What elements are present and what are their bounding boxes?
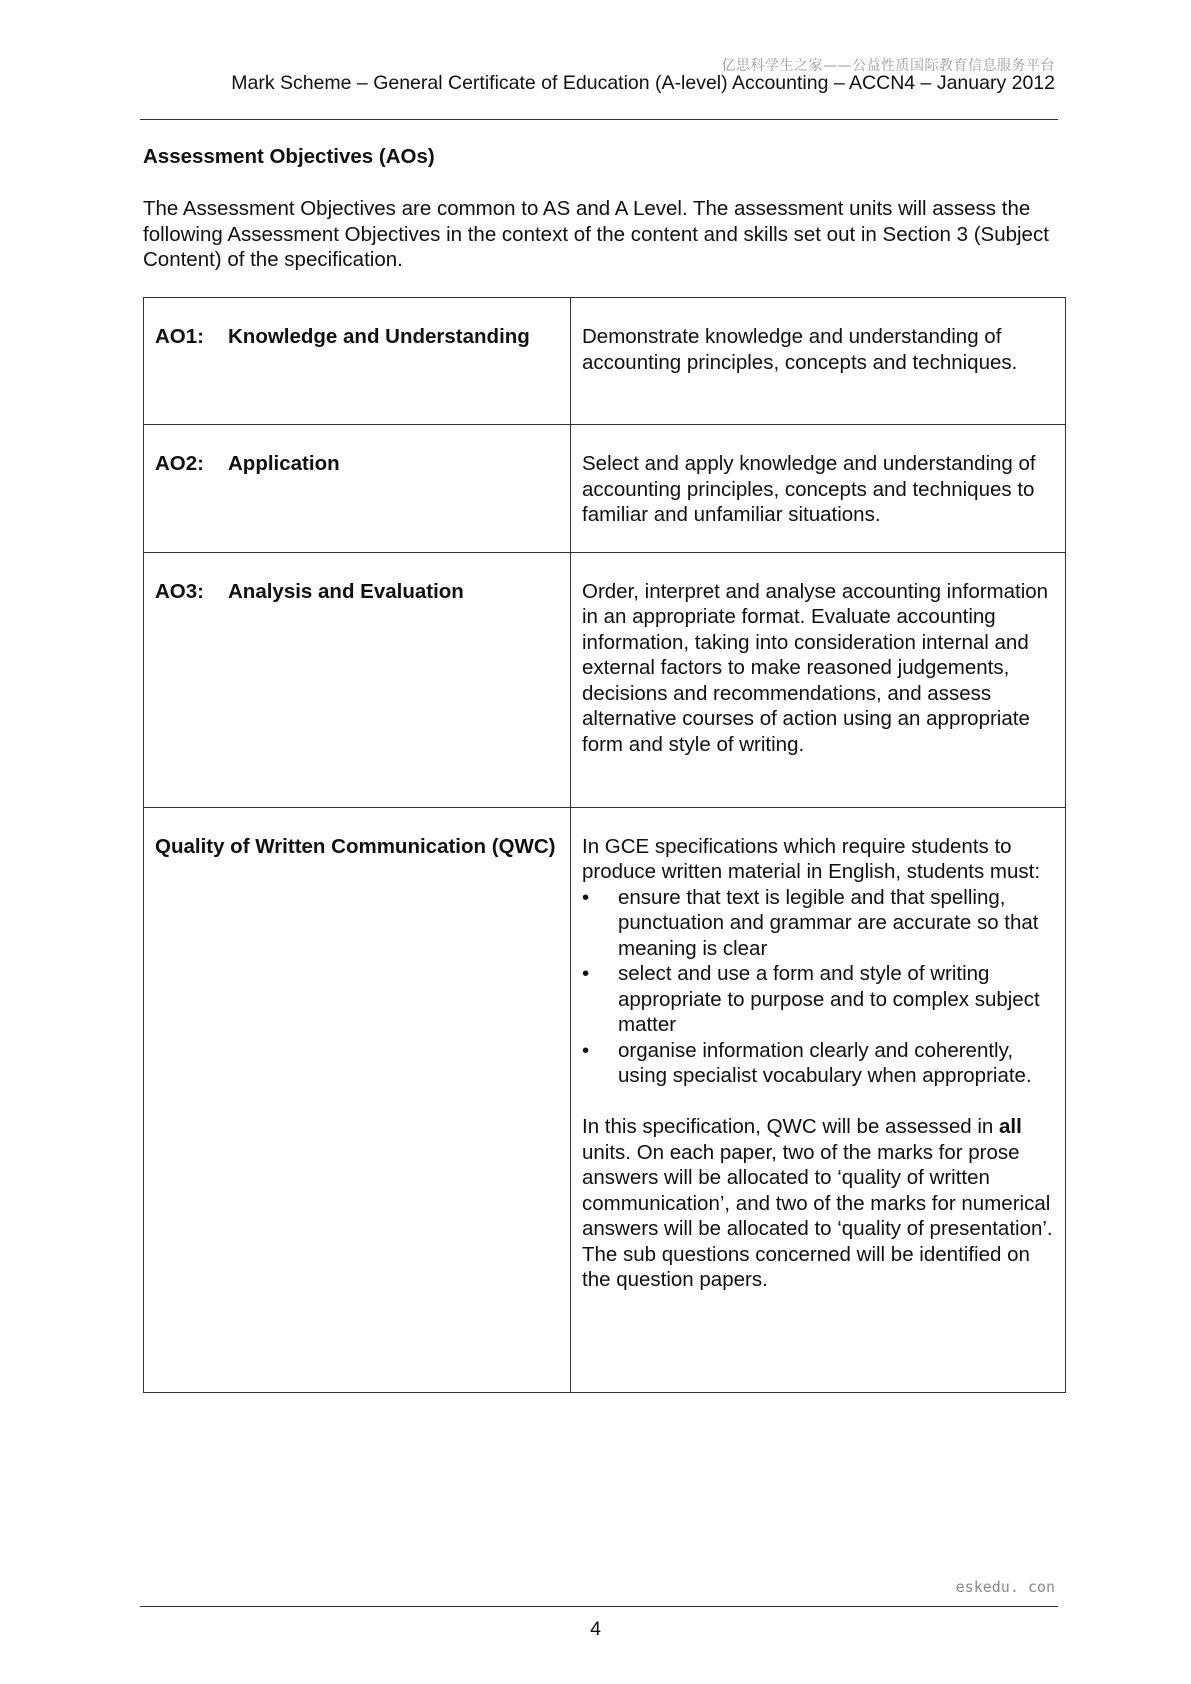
qwc-bullet-list xyxy=(582,885,1055,1089)
qwc-para-start: In this specification, QWC will be assessed in xyxy=(582,1115,999,1138)
footer-rule xyxy=(140,1606,1058,1607)
watermark-bottom: eskedu. con xyxy=(955,1578,1055,1596)
ao1-title: Knowledge and Understanding xyxy=(228,325,530,348)
page-number: 4 xyxy=(590,1618,601,1640)
assessment-objectives-table xyxy=(143,297,1066,1393)
ao3-description: Order, interpret and analyse accounting information in an appropriate format. Evaluate accounting information, taking into consideration internal and external factors to make reasoned judgements, decisions and recommendations, and assess alternative courses of action using an appropriate form and style of writing. xyxy=(571,552,1066,807)
ao1-description: Demonstrate knowledge and understanding of accounting principles, concepts and techniques. xyxy=(571,298,1066,425)
qwc-para-end: units. On each paper, two of the marks for prose answers will be allocated to ‘quality of written communication’, and two of the marks for numerical answers will be allocated to ‘quality of presentation’. The sub questions concerned will be identified on the question papers. xyxy=(582,1140,1053,1291)
ao2-code: AO2: xyxy=(155,452,204,475)
ao1-code: AO1: xyxy=(155,325,204,348)
table-row-qwc xyxy=(144,807,1066,1392)
header-rule xyxy=(140,119,1058,120)
list-item: • ensure that text is legible and that spelling, punctuation and grammar are accurate so that meaning is clear xyxy=(582,885,1055,962)
ao3-title: Analysis and Evaluation xyxy=(228,579,464,603)
table-row-ao3 xyxy=(144,552,1066,807)
paragraph-gap xyxy=(582,1089,1055,1115)
ao3-label-cell xyxy=(144,552,571,807)
intro-paragraph: The Assessment Objectives are common to AS and A Level. The assessment units will assess the following Assessment Objectives in the context of the content and skills set out in Section 3 (Subject Content) of the specification. xyxy=(143,197,1049,271)
list-item: • organise information clearly and coherently, using specialist vocabulary when appropriate. xyxy=(582,1038,1055,1089)
section-heading: Assessment Objectives (AOs) xyxy=(143,145,435,168)
ao1-label-cell xyxy=(144,298,571,425)
qwc-para-bold: all xyxy=(999,1115,1022,1138)
qwc-title: Quality of Written Communication (QWC) xyxy=(144,807,571,1392)
list-item: • select and use a form and style of writing appropriate to purpose and to complex subject matter xyxy=(582,961,1055,1038)
ao3-code: AO3: xyxy=(155,579,204,603)
table-row-ao1 xyxy=(144,298,1066,425)
qwc-description-cell xyxy=(571,807,1066,1392)
table-row-ao2 xyxy=(144,425,1066,553)
qwc-assessment-paragraph xyxy=(582,1114,1055,1293)
qwc-intro: In GCE specifications which require students to produce written material in English, students must: xyxy=(582,834,1041,883)
ao2-label-cell xyxy=(144,425,571,553)
running-header: Mark Scheme – General Certificate of Education (A-level) Accounting – ACCN4 – January 2012 xyxy=(231,72,1055,94)
watermark-top: 亿思科学生之家——公益性质国际教育信息服务平台 xyxy=(721,58,1055,74)
ao2-title: Application xyxy=(228,452,340,475)
ao2-description: Select and apply knowledge and understanding of accounting principles, concepts and techniques to familiar and unfamiliar situations. xyxy=(571,425,1066,553)
